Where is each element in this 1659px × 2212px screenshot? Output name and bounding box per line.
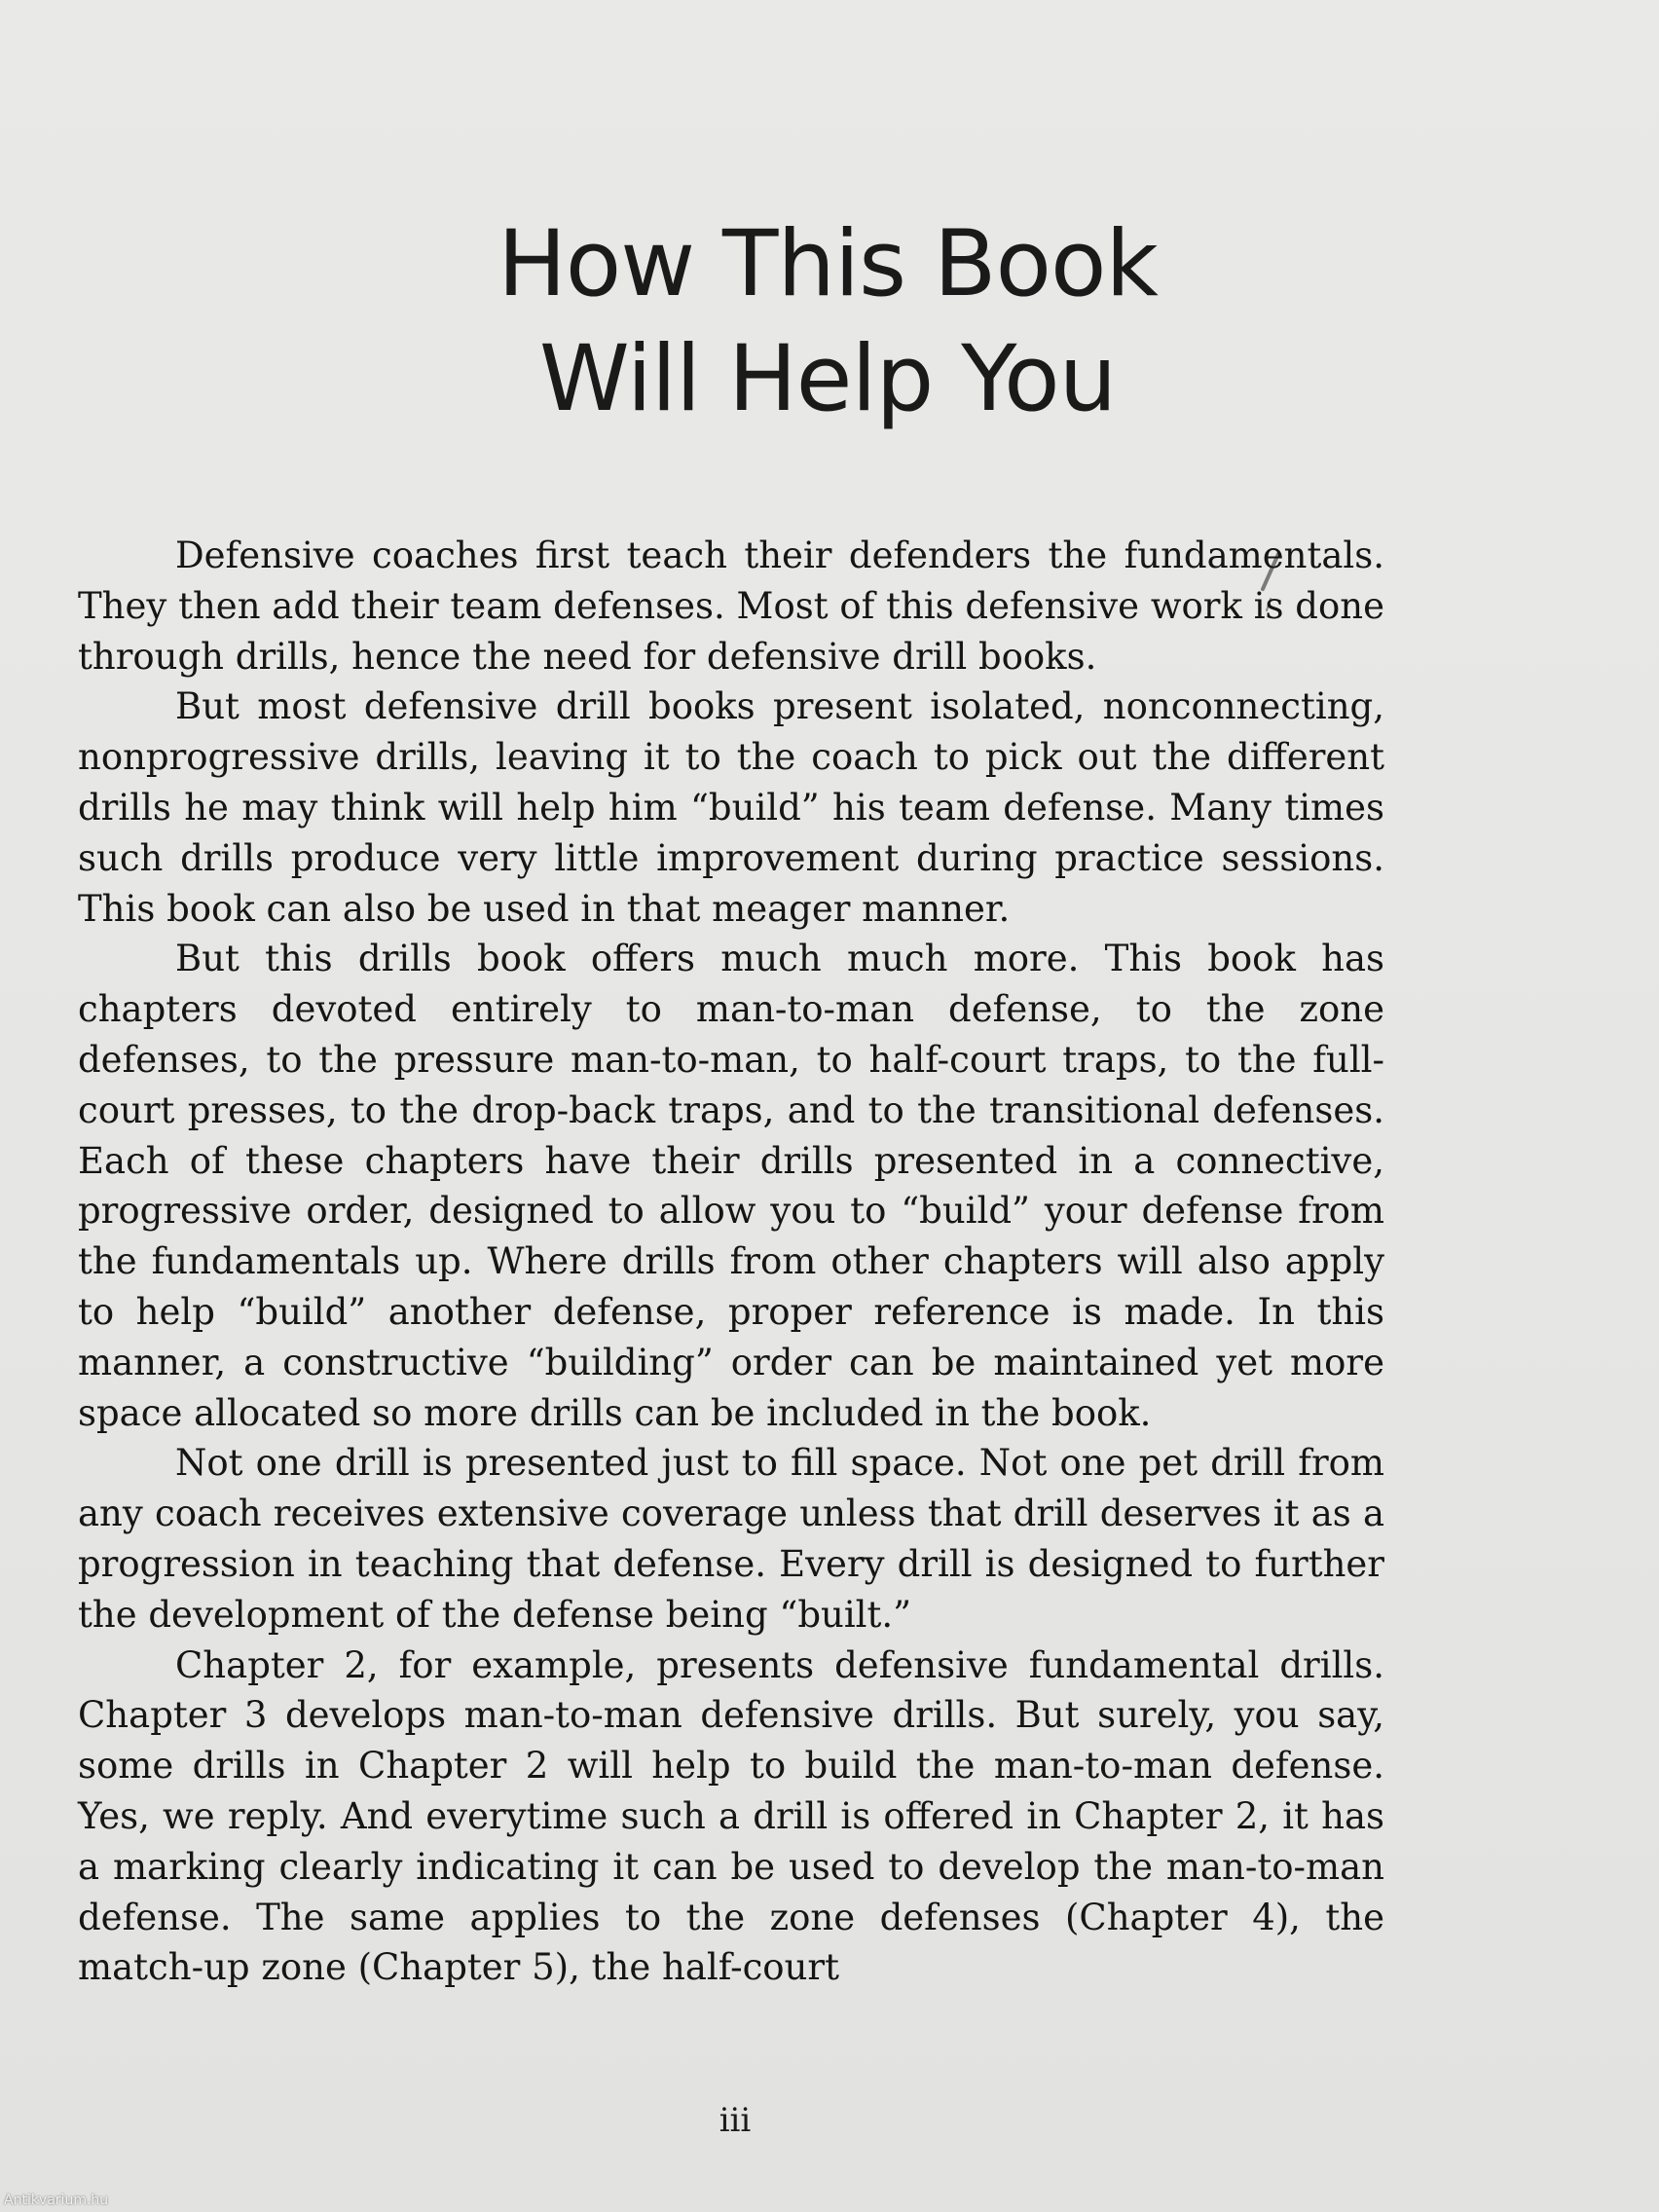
paragraph: Chapter 2, for example, presents defensive fundamental drills. Chapter 3 develops man-to-man defensive drills. But surely, you say, some drills in Chapter 2 will help to build the man-to-man defense. Yes, we reply. And everytime such a drill is offered in Chapter 2, it has a marking clearly indicating it can be used to develop the man-to-man defense. The same applies to the zone defenses (Chapter 4), the match-up zone (Chapter 5), the half-court <box>78 1643 1384 1989</box>
watermark: Antikvarium.hu <box>4 2193 109 2208</box>
page-title-line-1: How This Book <box>498 210 1158 317</box>
page-title <box>292 207 1363 437</box>
page-number: iii <box>719 2101 752 2140</box>
paragraph: Defensive coaches first teach their defenders the fundamentals. They then add their team defenses. Most of this defensive work is done through drills, hence the need for defensive drill books. <box>78 535 1384 678</box>
page-title-line-2: Will Help You <box>538 325 1117 432</box>
paragraph: But most defensive drill books present isolated, nonconnecting, nonprogressive drills, leaving it to the coach to pick out the different drills he may think will help him “build” his team defense. Many times such drills produce very little improvement during practice sessions. This book can also be used in that meager manner. <box>78 685 1384 930</box>
body-text <box>78 531 1384 1993</box>
paragraph: But this drills book offers much much more. This book has chapters devoted entirely to man-to-man defense, to the zone defenses, to the pressure man-to-man, to half-court traps, to the full-court presses, to the drop-back traps, and to the transitional defenses. Each of these chapters have their drills presented in a connective, progressive order, designed to allow you to “build” your defense from the fundamentals up. Where drills from other chapters will also apply to help “build” another defense, proper reference is made. In this manner, a constructive “building” order can be maintained yet more space allocated so more drills can be included in the book. <box>78 938 1384 1434</box>
paragraph: Not one drill is presented just to fill space. Not one pet drill from any coach receives extensive coverage unless that drill deserves it as a progression in teaching that defense. Every drill is designed to further the development of the defense being “built.” <box>78 1442 1384 1636</box>
